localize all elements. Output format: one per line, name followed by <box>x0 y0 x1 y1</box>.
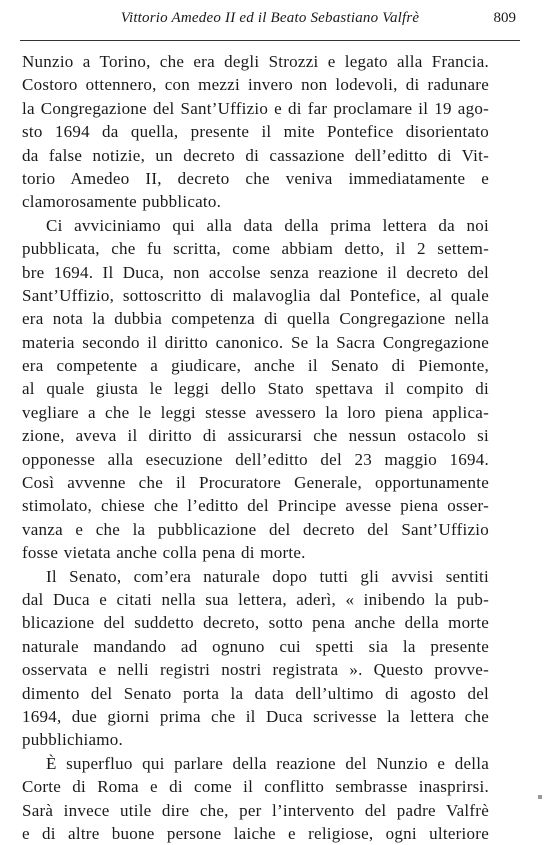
text-line: fosse vietata anche colla pena di morte. <box>22 543 306 563</box>
text-line: Così avvenne che il Procuratore Generale, opportunamente <box>22 473 489 493</box>
text-line: Sarà invece utile dire che, per l’intervento del padre Valfrè <box>22 800 489 820</box>
text-line: torio Amedeo II, decreto che veniva immediatamente e <box>22 168 489 188</box>
margin-speck <box>538 795 542 799</box>
text-line: sto 1694 da quella, presente il mite Pontefice disorientato <box>22 122 489 142</box>
text-line: era competente a giudicare, anche il Senato di Piemonte, <box>22 356 489 376</box>
text-line: 1694, due giorni prima che il Duca scrivesse la lettera che <box>22 706 489 726</box>
body-text <box>22 50 489 845</box>
page-header <box>24 10 516 34</box>
page-number: 809 <box>493 10 516 26</box>
text-line: pubblichiamo. <box>22 730 123 750</box>
text-line: osservata e nelli registri nostri registrata ». Questo provve- <box>22 660 489 680</box>
header-rule <box>20 40 520 41</box>
text-line: Costoro ottennero, con mezzi invero non lodevoli, di radunare <box>22 75 489 95</box>
text-line: Sant’Uffizio, sottoscritto di malavoglia dal Pontefice, al quale <box>22 285 489 305</box>
text-line: stimolato, chiese che l’editto del Principe avesse piena osser- <box>22 496 489 516</box>
text-line: al quale giusta le leggi dello Stato spettava il compito di <box>22 379 489 399</box>
text-line: era nota la dubbia competenza di quella Congregazione nella <box>22 309 489 329</box>
text-line: la Congregazione del Sant’Uffizio e di far proclamare il 19 ago- <box>22 98 489 118</box>
text-line: pubblicata, che fu scritta, come abbiam detto, il 2 settem- <box>22 239 489 259</box>
text-line: da false notizie, un decreto di cassazione dell’editto di Vit- <box>22 145 489 165</box>
text-line: bre 1694. Il Duca, non accolse senza reazione il decreto del <box>22 262 489 282</box>
text-line: zione, aveva il diritto di assicurarsi che nessun ostacolo si <box>22 426 489 446</box>
text-line: naturale mandando ad ognuno cui spetti sia la presente <box>22 636 489 656</box>
text-line: opponesse alla esecuzione dell’editto del 23 maggio 1694. <box>22 449 489 469</box>
text-line: vanza e che la pubblicazione del decreto del Sant’Uffizio <box>22 519 489 539</box>
text-line: Corte di Roma e di come il conflitto sembrasse inasprirsi. <box>22 777 489 797</box>
text-line: Il Senato, com’era naturale dopo tutti gli avvisi sentiti <box>46 566 489 586</box>
text-line: vegliare a che le leggi stesse avessero la loro piena applica- <box>22 402 489 422</box>
text-line: Nunzio a Torino, che era degli Strozzi e legato alla Francia. <box>22 52 489 71</box>
text-line: dimento del Senato porta la data dell’ultimo di agosto del <box>22 683 489 703</box>
text-line: dal Duca e citati nella sua lettera, aderì, « inibendo la pub- <box>22 589 489 609</box>
text-line: clamorosamente pubblicato. <box>22 192 222 212</box>
text-line: blicazione del suddetto decreto, sotto pena anche della morte <box>22 613 489 633</box>
running-title: Vittorio Amedeo II ed il Beato Sebastiano Valfrè <box>120 10 420 26</box>
text-line: e di altre buone persone laiche e religiose, ogni ulteriore <box>22 823 489 843</box>
text-line: È superfluo qui parlare della reazione del Nunzio e della <box>46 753 489 773</box>
text-line: Ci avviciniamo qui alla data della prima lettera da noi <box>46 215 489 235</box>
text-line: materia secondo il diritto canonico. Se la Sacra Congregazione <box>22 332 489 352</box>
